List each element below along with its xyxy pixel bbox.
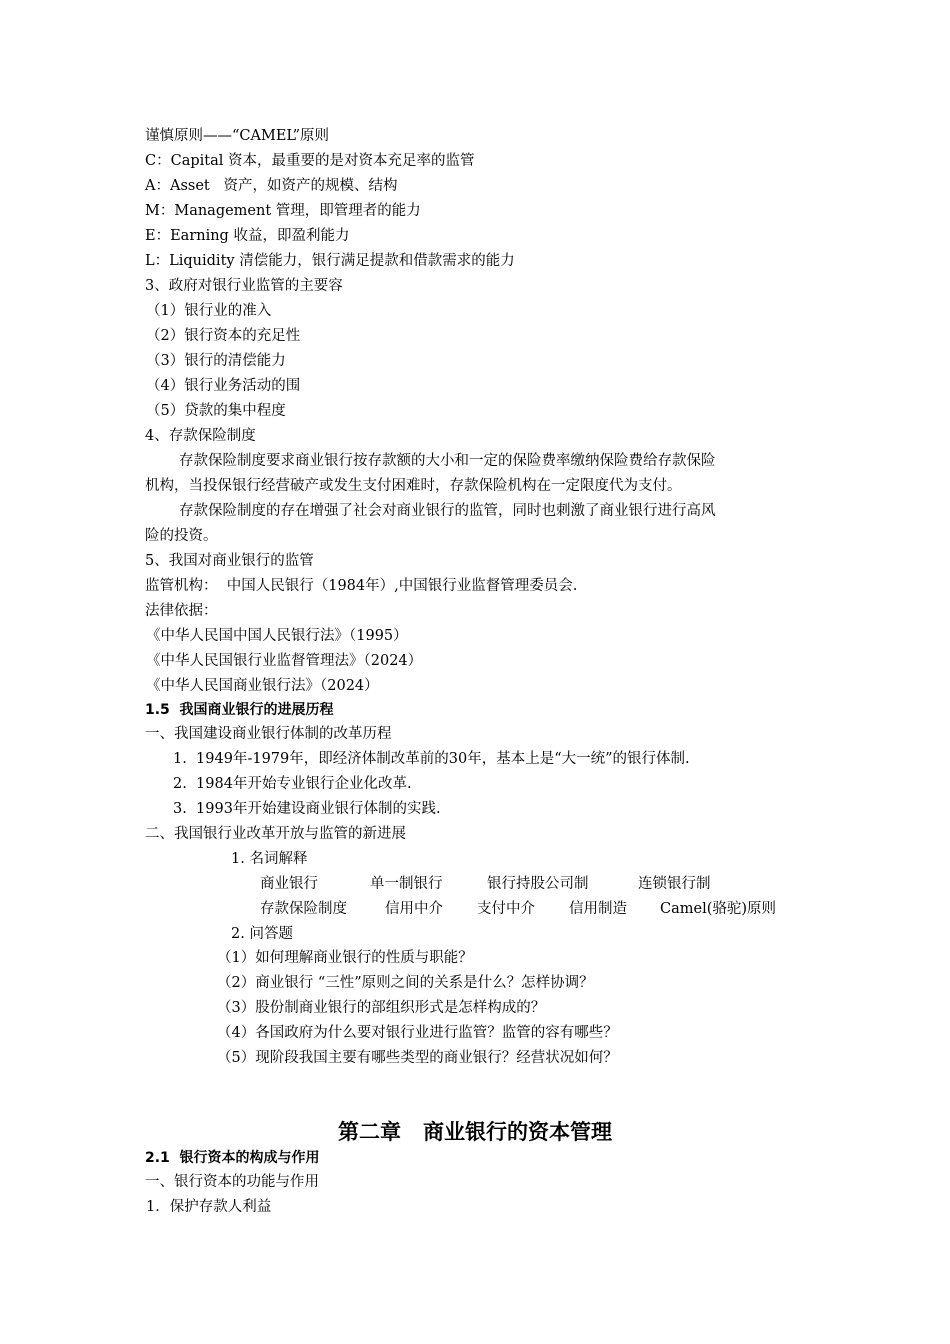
section-4-heading: 4、存款保险制度 <box>145 428 256 444</box>
term: 存款保险制度 <box>260 901 347 917</box>
term: 信用中介 <box>385 901 443 917</box>
paragraph-line: 机构，当投保银行经营破产或发生支付困难时，存款保险机构在一定限度代为支付。 <box>145 478 682 494</box>
term: 商业银行 <box>260 876 318 892</box>
list-item: （2）银行资本的充足性 <box>146 328 301 344</box>
legal-basis-label: 法律依据： <box>145 603 218 619</box>
camel-heading: 谨慎原则——“CAMEL”原则 <box>145 128 329 144</box>
chapter-title: 第二章 商业银行的资本管理 <box>338 1120 612 1144</box>
list-item: （1）银行业的准入 <box>146 303 272 319</box>
section-3-heading: 3、政府对银行业监管的主要容 <box>145 278 343 294</box>
list-item: 1．保护存款人利益 <box>146 1199 272 1215</box>
section-2-1-heading: 2.1 银行资本的构成与作用 <box>145 1150 320 1166</box>
paragraph-line: 存款保险制度的存在增强了社会对商业银行的监管，同时也刺激了商业银行进行高风 <box>179 503 716 519</box>
term: 信用制造 <box>569 901 627 917</box>
question-item: （2）商业银行 “三性”原则之间的关系是什么？怎样协调？ <box>217 975 594 991</box>
question-item: （1）如何理解商业银行的性质与职能？ <box>217 950 473 966</box>
question-item: （5）现阶段我国主要有哪些类型的商业银行？经营状况如何？ <box>217 1050 618 1066</box>
term: 单一制银行 <box>370 876 443 892</box>
part-2-heading: 二、我国银行业改革开放与监管的新进展 <box>145 826 406 842</box>
reform-item: 2. 1984年开始专业银行企业化改革. <box>173 776 412 792</box>
paragraph-line: 存款保险制度要求商业银行按存款额的大小和一定的保险费率缴纳保险费给存款保险 <box>179 453 716 469</box>
list-item: （4）银行业务活动的围 <box>146 378 301 394</box>
term: 连锁银行制 <box>638 876 711 892</box>
term: 支付中介 <box>477 901 535 917</box>
list-item: （3）银行的清偿能力 <box>146 353 286 369</box>
list-item: （5）贷款的集中程度 <box>146 403 286 419</box>
reform-item: 3. 1993年开始建设商业银行体制的实践. <box>173 801 441 817</box>
law-item: 《中华人民国商业银行法》（2024） <box>146 678 379 694</box>
camel-liquidity: L：Liquidity 清偿能力，银行满足提款和借款需求的能力 <box>145 253 515 269</box>
term: 银行持股公司制 <box>487 876 589 892</box>
part-1-heading: 一、银行资本的功能与作用 <box>145 1174 319 1190</box>
section-1-5-heading: 1.5 我国商业银行的进展历程 <box>145 702 334 718</box>
qa-heading: 2. 问答题 <box>231 926 293 942</box>
camel-capital: C：Capital 资本，最重要的是对资本充足率的监管 <box>145 153 475 169</box>
camel-management: M：Management 管理，即管理者的能力 <box>145 203 421 219</box>
question-item: （4）各国政府为什么要对银行业进行监管？监管的容有哪些？ <box>217 1025 618 1041</box>
regulators-line: 监管机构： 中国人民银行（1984年）,中国银行业监督管理委员会. <box>145 578 578 594</box>
terms-heading: 1. 名词解释 <box>231 851 308 867</box>
term: Camel(骆驼)原则 <box>660 901 777 917</box>
terms-row <box>260 899 776 919</box>
reform-item: 1. 1949年-1979年，即经济体制改革前的30年，基本上是“大一统”的银行体制. <box>173 751 690 767</box>
part-1-heading: 一、我国建设商业银行体制的改革历程 <box>145 726 392 742</box>
camel-asset: A：Asset 资产，如资产的规模、结构 <box>145 178 398 194</box>
question-item: （3）股份制商业银行的部组织形式是怎样构成的？ <box>217 1000 546 1016</box>
section-5-heading: 5、我国对商业银行的监管 <box>145 553 314 569</box>
law-item: 《中华人民国银行业监督管理法》（2024） <box>146 653 423 669</box>
paragraph-line: 险的投资。 <box>145 528 218 544</box>
camel-earning: E：Earning 收益，即盈利能力 <box>145 228 350 244</box>
terms-row <box>260 874 711 894</box>
law-item: 《中华人民国中国人民银行法》（1995） <box>146 628 408 644</box>
